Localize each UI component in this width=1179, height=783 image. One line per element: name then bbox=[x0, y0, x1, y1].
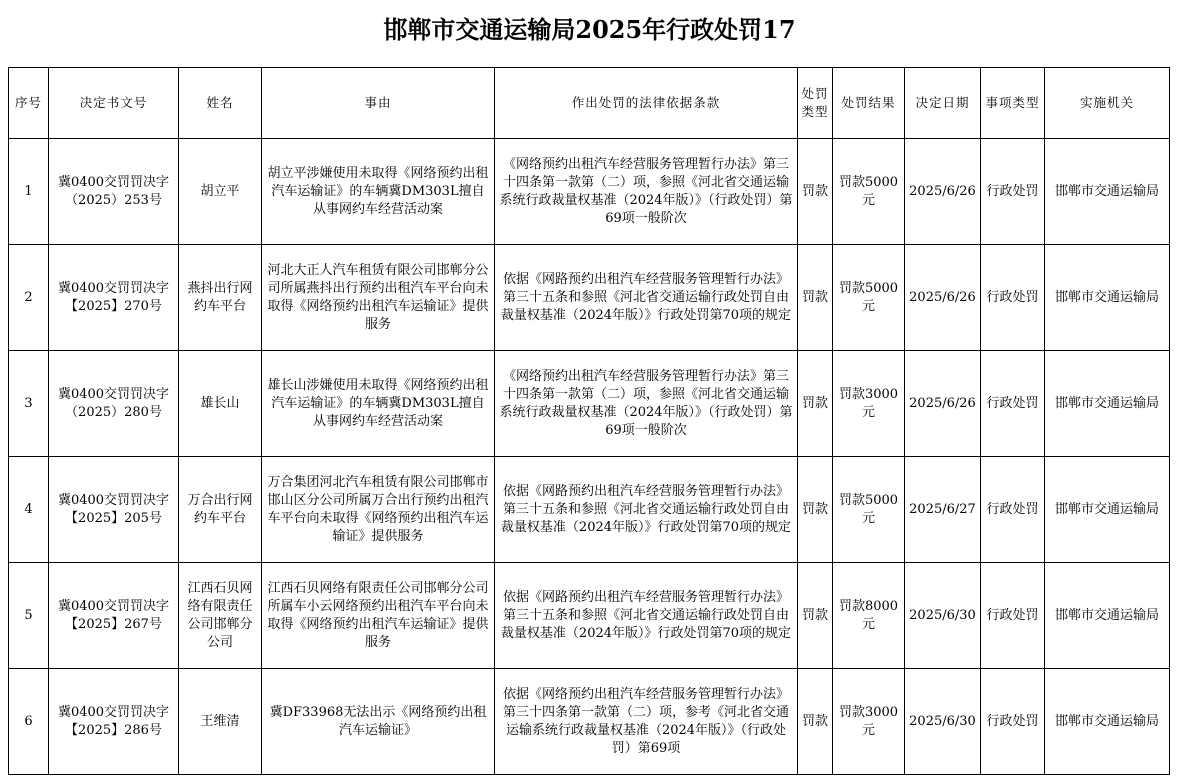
cell-type: 罚款 bbox=[798, 351, 833, 457]
cell-reason: 河北大正人汽车租赁有限公司邯郸分公司所属燕抖出行预约出租汽车平台向未取得《网络预约出租汽车运输证》提供服务 bbox=[262, 245, 495, 351]
table-row bbox=[9, 351, 1170, 457]
cell-name: 胡立平 bbox=[179, 139, 262, 245]
cell-basis: 依据《网路预约出租汽车经营服务管理暂行办法》第三十五条和参照《河北省交通运输行政处罚自由裁量权基准（2024年版）》行政处罚第70项的规定 bbox=[495, 563, 798, 669]
cell-reason: 万合集团河北汽车租赁有限公司邯郸市邯山区分公司所属万合出行预约出租汽车平台向未取得《网络预约出租汽车运输证》提供服务 bbox=[262, 457, 495, 563]
cell-no: 1 bbox=[9, 139, 49, 245]
cell-doc-no: 冀0400交罚罚决字（2025）280号 bbox=[49, 351, 179, 457]
cell-basis: 依据《网路预约出租汽车经营服务管理暂行办法》第三十五条和参照《河北省交通运输行政处罚自由裁量权基准（2024年版）》行政处罚第70项的规定 bbox=[495, 245, 798, 351]
page-title: 邯郸市交通运输局2025年行政处罚17 bbox=[383, 15, 796, 44]
cell-reason: 江西石贝网络有限责任公司邯郸分公司所属车小云网络预约出租汽车平台向未取得《网络预约出租汽车运输证》提供服务 bbox=[262, 563, 495, 669]
cell-date: 2025/6/26 bbox=[905, 139, 981, 245]
cell-no: 3 bbox=[9, 351, 49, 457]
cell-reason: 冀DF33968无法出示《网络预约出租汽车运输证》 bbox=[262, 669, 495, 775]
header-cell-no: 序号 bbox=[9, 68, 49, 139]
cell-agency: 邯郸市交通运输局 bbox=[1045, 245, 1170, 351]
cell-doc-no: 冀0400交罚罚决字（2025）253号 bbox=[49, 139, 179, 245]
cell-agency: 邯郸市交通运输局 bbox=[1045, 351, 1170, 457]
table-row bbox=[9, 139, 1170, 245]
header-cell-date: 决定日期 bbox=[905, 68, 981, 139]
header-cell-doc-no: 决定书文号 bbox=[49, 68, 179, 139]
cell-name: 雄长山 bbox=[179, 351, 262, 457]
cell-reason: 胡立平涉嫌使用未取得《网络预约出租汽车运输证》的车辆冀DM303L擅自从事网约车经营活动案 bbox=[262, 139, 495, 245]
cell-date: 2025/6/30 bbox=[905, 563, 981, 669]
cell-result: 罚款3000元 bbox=[833, 669, 905, 775]
cell-category: 行政处罚 bbox=[981, 669, 1045, 775]
header-cell-result: 处罚结果 bbox=[833, 68, 905, 139]
cell-no: 2 bbox=[9, 245, 49, 351]
header-cell-reason: 事由 bbox=[262, 68, 495, 139]
cell-result: 罚款8000元 bbox=[833, 563, 905, 669]
cell-result: 罚款3000元 bbox=[833, 351, 905, 457]
cell-result: 罚款5000元 bbox=[833, 139, 905, 245]
cell-doc-no: 冀0400交罚罚决字【2025】205号 bbox=[49, 457, 179, 563]
cell-date: 2025/6/26 bbox=[905, 245, 981, 351]
cell-doc-no: 冀0400交罚罚决字【2025】270号 bbox=[49, 245, 179, 351]
cell-basis: 依据《网路预约出租汽车经营服务管理暂行办法》第三十五条和参照《河北省交通运输行政处罚自由裁量权基准（2024年版）》行政处罚第70项的规定 bbox=[495, 457, 798, 563]
cell-type: 罚款 bbox=[798, 245, 833, 351]
cell-date: 2025/6/26 bbox=[905, 351, 981, 457]
cell-category: 行政处罚 bbox=[981, 563, 1045, 669]
cell-result: 罚款5000元 bbox=[833, 245, 905, 351]
cell-category: 行政处罚 bbox=[981, 351, 1045, 457]
cell-agency: 邯郸市交通运输局 bbox=[1045, 669, 1170, 775]
table-row bbox=[9, 563, 1170, 669]
cell-category: 行政处罚 bbox=[981, 139, 1045, 245]
cell-basis: 依据《网络预约出租汽车经营服务管理暂行办法》第三十四条第一款第（二）项，参考《河北省交通运输系统行政裁量权基准（2024年版）》（行政处罚）第69项 bbox=[495, 669, 798, 775]
cell-name: 万合出行网约车平台 bbox=[179, 457, 262, 563]
cell-category: 行政处罚 bbox=[981, 245, 1045, 351]
header-cell-category: 事项类型 bbox=[981, 68, 1045, 139]
cell-basis: 《网络预约出租汽车经营服务管理暂行办法》第三十四条第一款第（二）项，参照《河北省交通运输系统行政裁量权基准（2024年版）》（行政处罚）第69项一般阶次 bbox=[495, 351, 798, 457]
header-cell-agency: 实施机关 bbox=[1045, 68, 1170, 139]
header-cell-basis: 作出处罚的法律依据条款 bbox=[495, 68, 798, 139]
cell-no: 4 bbox=[9, 457, 49, 563]
cell-type: 罚款 bbox=[798, 563, 833, 669]
cell-type: 罚款 bbox=[798, 457, 833, 563]
table-row bbox=[9, 245, 1170, 351]
cell-doc-no: 冀0400交罚罚决字【2025】286号 bbox=[49, 669, 179, 775]
cell-date: 2025/6/30 bbox=[905, 669, 981, 775]
cell-basis: 《网络预约出租汽车经营服务管理暂行办法》第三十四条第一款第（二）项，参照《河北省交通运输系统行政裁量权基准（2024年版）》（行政处罚）第69项一般阶次 bbox=[495, 139, 798, 245]
cell-type: 罚款 bbox=[798, 669, 833, 775]
cell-agency: 邯郸市交通运输局 bbox=[1045, 457, 1170, 563]
cell-name: 王维清 bbox=[179, 669, 262, 775]
header-cell-type: 处罚类型 bbox=[798, 68, 833, 139]
header-cell-name: 姓名 bbox=[179, 68, 262, 139]
cell-no: 6 bbox=[9, 669, 49, 775]
cell-name: 燕抖出行网约车平台 bbox=[179, 245, 262, 351]
table-row bbox=[9, 669, 1170, 775]
penalty-table bbox=[8, 67, 1170, 775]
cell-type: 罚款 bbox=[798, 139, 833, 245]
cell-reason: 雄长山涉嫌使用未取得《网络预约出租汽车运输证》的车辆冀DM303L擅自从事网约车经营活动案 bbox=[262, 351, 495, 457]
cell-name: 江西石贝网络有限责任公司邯郸分公司 bbox=[179, 563, 262, 669]
cell-doc-no: 冀0400交罚罚决字【2025】267号 bbox=[49, 563, 179, 669]
table-row bbox=[9, 457, 1170, 563]
cell-result: 罚款5000元 bbox=[833, 457, 905, 563]
cell-agency: 邯郸市交通运输局 bbox=[1045, 139, 1170, 245]
cell-no: 5 bbox=[9, 563, 49, 669]
table-header-row bbox=[9, 68, 1170, 139]
cell-category: 行政处罚 bbox=[981, 457, 1045, 563]
cell-agency: 邯郸市交通运输局 bbox=[1045, 563, 1170, 669]
cell-date: 2025/6/27 bbox=[905, 457, 981, 563]
